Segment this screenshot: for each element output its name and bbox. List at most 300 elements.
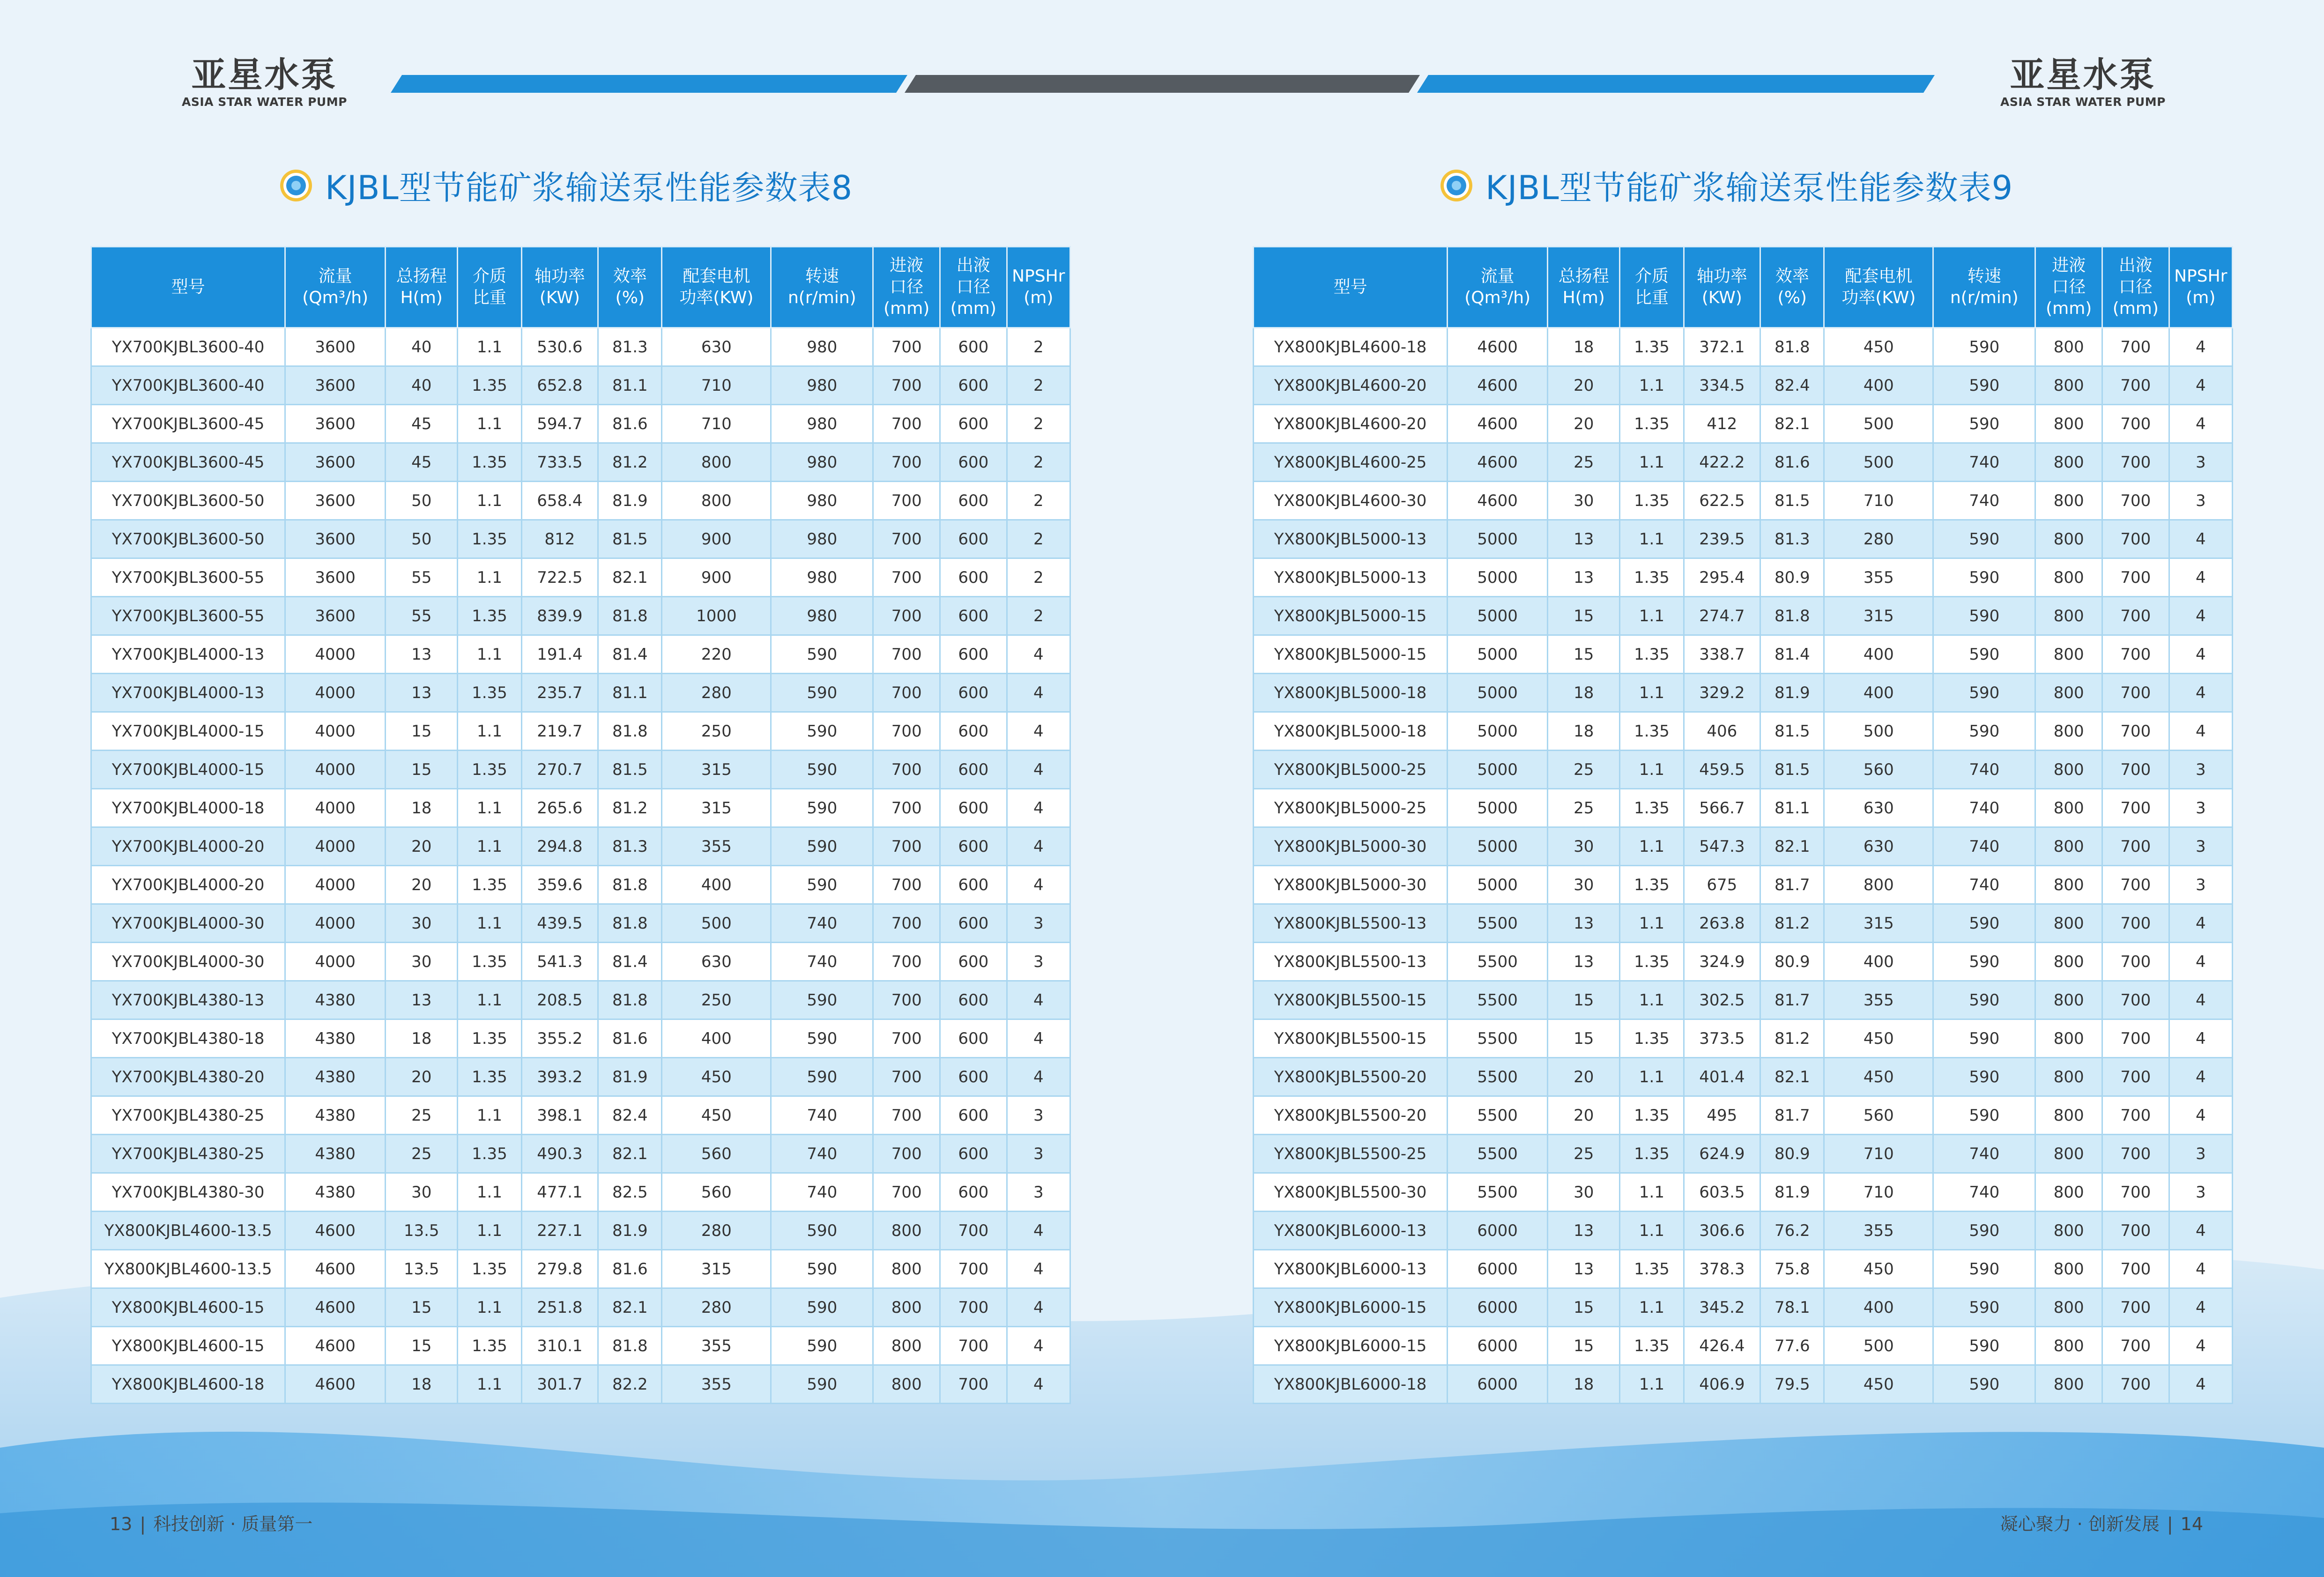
table-cell: 800 — [2035, 789, 2102, 827]
table-cell: 630 — [1824, 827, 1933, 866]
table-cell: 700 — [873, 597, 940, 635]
table-cell: 301.7 — [521, 1365, 598, 1404]
table-cell: 372.1 — [1684, 328, 1760, 366]
performance-table-8 — [90, 246, 1071, 1404]
table-cell: 740 — [1933, 789, 2035, 827]
table-cell: 1.35 — [458, 1327, 521, 1365]
table-cell: 81.6 — [598, 1250, 662, 1288]
table-cell: 530.6 — [521, 328, 598, 366]
table-cell: 400 — [1824, 366, 1933, 405]
table-cell: 81.5 — [1760, 712, 1824, 751]
table-cell: 4 — [2169, 366, 2232, 405]
table-cell: 590 — [771, 751, 873, 789]
footer-slogan: 科技创新 · 质量第一 — [153, 1514, 313, 1534]
model-cell: YX800KJBL5000-13 — [1254, 520, 1448, 558]
table-cell: 490.3 — [521, 1135, 598, 1173]
column-header — [1254, 247, 1448, 328]
table-cell: 700 — [2102, 366, 2169, 405]
table-cell: 590 — [771, 981, 873, 1019]
table-cell: 590 — [771, 1250, 873, 1288]
table-cell: 600 — [940, 1173, 1007, 1212]
column-header-line: 效率 — [613, 267, 647, 286]
table-cell: 45 — [386, 443, 458, 482]
table-cell: 450 — [1824, 328, 1933, 366]
table-cell: 710 — [1824, 482, 1933, 520]
table-cell: 400 — [1824, 943, 1933, 981]
brand-name-cn: 亚星水泵 — [2010, 55, 2156, 95]
table-cell: 400 — [1824, 674, 1933, 712]
table-cell: 566.7 — [1684, 789, 1760, 827]
table-cell: 1.35 — [458, 943, 521, 981]
table-cell: 400 — [1824, 635, 1933, 674]
column-header — [521, 247, 598, 328]
table-cell: 1.1 — [458, 558, 521, 597]
column-header-line: (mm) — [2112, 299, 2159, 318]
column-header-line: NPSHr — [1012, 267, 1065, 286]
table-cell: 1.1 — [1620, 981, 1684, 1019]
table-cell: 710 — [1824, 1173, 1933, 1212]
table-cell: 1.35 — [1620, 1135, 1684, 1173]
model-cell: YX700KJBL4000-30 — [91, 904, 285, 943]
table-cell: 800 — [2035, 366, 2102, 405]
table-cell: 82.1 — [598, 558, 662, 597]
column-header-line: 配套电机 — [1845, 267, 1913, 286]
column-header-line: 介质 — [1634, 267, 1669, 286]
table-cell: 82.1 — [598, 1135, 662, 1173]
table-cell: 1.35 — [458, 1019, 521, 1058]
table-cell: 45 — [386, 405, 458, 443]
table-cell: 700 — [2102, 1096, 2169, 1135]
table-cell: 1.35 — [458, 1058, 521, 1096]
table-cell: 700 — [873, 866, 940, 904]
table-cell: 700 — [873, 366, 940, 405]
table-cell: 700 — [2102, 1250, 2169, 1288]
table-cell: 13 — [1548, 558, 1620, 597]
table-cell: 4 — [1007, 1212, 1070, 1250]
table-cell: 15 — [1548, 981, 1620, 1019]
performance-table-9 — [1253, 246, 2233, 1404]
model-cell: YX700KJBL3600-55 — [91, 558, 285, 597]
table-cell: 80.9 — [1760, 558, 1824, 597]
table-cell: 4380 — [285, 981, 386, 1019]
table-cell: 15 — [1548, 1019, 1620, 1058]
table-cell: 700 — [2102, 635, 2169, 674]
table-row — [1254, 520, 2233, 558]
table-title-text: KJBL型节能矿浆输送泵性能参数表8 — [325, 169, 853, 207]
table-cell: 345.2 — [1684, 1288, 1760, 1327]
table-cell: 590 — [771, 674, 873, 712]
column-header-line: (mm) — [884, 299, 930, 318]
table-cell: 280 — [662, 1288, 771, 1327]
table-cell: 900 — [662, 558, 771, 597]
table-cell: 25 — [1548, 751, 1620, 789]
table-cell: 81.9 — [598, 1058, 662, 1096]
column-header-line: (mm) — [950, 299, 996, 318]
table-cell: 800 — [873, 1365, 940, 1404]
table-cell: 3 — [1007, 1096, 1070, 1135]
column-header-line: 效率 — [1775, 267, 1809, 286]
table-cell: 740 — [1933, 443, 2035, 482]
table-cell: 980 — [771, 328, 873, 366]
table-cell: 4 — [2169, 328, 2232, 366]
table-cell: 20 — [386, 1058, 458, 1096]
table-cell: 81.3 — [598, 827, 662, 866]
table-cell: 600 — [940, 1019, 1007, 1058]
table-cell: 1.1 — [1620, 1173, 1684, 1212]
table-cell: 800 — [2035, 904, 2102, 943]
table-cell: 81.5 — [598, 520, 662, 558]
table-title-right — [1440, 162, 2013, 209]
table-cell: 800 — [2035, 674, 2102, 712]
model-cell: YX700KJBL4000-20 — [91, 827, 285, 866]
table-cell: 3600 — [285, 558, 386, 597]
table-cell: 373.5 — [1684, 1019, 1760, 1058]
table-cell: 400 — [662, 1019, 771, 1058]
column-header-line: 口径 — [2052, 277, 2086, 297]
table-cell: 4 — [1007, 674, 1070, 712]
table-cell: 1.35 — [458, 674, 521, 712]
table-cell: 4600 — [1448, 443, 1548, 482]
table-cell: 1.1 — [1620, 366, 1684, 405]
table-cell: 4000 — [285, 943, 386, 981]
column-header-line: 出液 — [956, 256, 990, 275]
table-row — [91, 405, 1070, 443]
table-cell: 1.35 — [1620, 1096, 1684, 1135]
table-cell: 1.1 — [1620, 1288, 1684, 1327]
table-cell: 3 — [2169, 443, 2232, 482]
table-cell: 4000 — [285, 751, 386, 789]
table-cell: 700 — [2102, 981, 2169, 1019]
brand-name-en: ASIA STAR WATER PUMP — [182, 95, 347, 109]
table-cell: 600 — [940, 1135, 1007, 1173]
model-cell: YX800KJBL4600-13.5 — [91, 1212, 285, 1250]
table-cell: 81.4 — [598, 943, 662, 981]
table-cell: 81.5 — [598, 751, 662, 789]
table-cell: 81.2 — [1760, 1019, 1824, 1058]
table-cell: 700 — [873, 328, 940, 366]
table-cell: 800 — [2035, 827, 2102, 866]
table-cell: 590 — [1933, 674, 2035, 712]
table-cell: 4000 — [285, 712, 386, 751]
table-row — [91, 520, 1070, 558]
table-cell: 800 — [2035, 597, 2102, 635]
title-bullet-icon — [1440, 169, 1473, 202]
model-cell: YX700KJBL3600-45 — [91, 405, 285, 443]
table-cell: 3 — [1007, 1135, 1070, 1173]
table-cell: 700 — [2102, 789, 2169, 827]
column-header-line: 总扬程 — [1558, 267, 1609, 286]
table-cell: 590 — [771, 827, 873, 866]
table-cell: 800 — [2035, 1135, 2102, 1173]
stripe-gray — [905, 75, 1420, 93]
table-cell: 4 — [2169, 1365, 2232, 1404]
table-cell: 359.6 — [521, 866, 598, 904]
table-cell: 800 — [873, 1288, 940, 1327]
table-cell: 3 — [1007, 904, 1070, 943]
table-cell: 560 — [662, 1135, 771, 1173]
column-header-line: 轴功率 — [534, 267, 585, 286]
table-cell: 13 — [1548, 1250, 1620, 1288]
table-cell: 280 — [1824, 520, 1933, 558]
table-cell: 208.5 — [521, 981, 598, 1019]
table-cell: 1.35 — [458, 866, 521, 904]
table-cell: 6000 — [1448, 1288, 1548, 1327]
table-cell: 800 — [2035, 1327, 2102, 1365]
table-row — [1254, 1173, 2233, 1212]
footer-separator: | — [2167, 1514, 2173, 1534]
table-cell: 1.1 — [458, 1173, 521, 1212]
table-cell: 700 — [2102, 827, 2169, 866]
table-cell: 310.1 — [521, 1327, 598, 1365]
model-cell: YX800KJBL4600-18 — [91, 1365, 285, 1404]
table-cell: 700 — [873, 482, 940, 520]
table-cell: 800 — [2035, 405, 2102, 443]
table-cell: 355 — [1824, 558, 1933, 597]
table-cell: 81.2 — [1760, 904, 1824, 943]
table-row — [1254, 328, 2233, 366]
table-cell: 500 — [1824, 405, 1933, 443]
table-cell: 6000 — [1448, 1212, 1548, 1250]
table-cell: 315 — [662, 1250, 771, 1288]
table-cell: 624.9 — [1684, 1135, 1760, 1173]
table-cell: 800 — [2035, 1096, 2102, 1135]
table-cell: 630 — [662, 943, 771, 981]
table-cell: 700 — [873, 1096, 940, 1135]
table-cell: 3600 — [285, 482, 386, 520]
model-cell: YX800KJBL4600-25 — [1254, 443, 1448, 482]
table-cell: 1.1 — [458, 1212, 521, 1250]
table-cell: 81.5 — [1760, 482, 1824, 520]
table-row — [1254, 904, 2233, 943]
table-cell: 652.8 — [521, 366, 598, 405]
table-cell: 800 — [2035, 1212, 2102, 1250]
table-cell: 800 — [873, 1212, 940, 1250]
table-cell: 400 — [662, 866, 771, 904]
table-cell: 81.1 — [598, 366, 662, 405]
table-cell: 740 — [1933, 482, 2035, 520]
table-cell: 590 — [771, 635, 873, 674]
table-row — [1254, 712, 2233, 751]
model-cell: YX800KJBL4600-15 — [91, 1327, 285, 1365]
column-header-line: 口径 — [956, 277, 990, 297]
column-header — [386, 247, 458, 328]
table-cell: 4600 — [1448, 405, 1548, 443]
table-cell: 3 — [1007, 943, 1070, 981]
model-cell: YX700KJBL4000-15 — [91, 751, 285, 789]
table-cell: 82.1 — [1760, 827, 1824, 866]
table-cell: 81.8 — [598, 866, 662, 904]
table-row — [1254, 827, 2233, 866]
column-header-line: 出液 — [2118, 256, 2153, 275]
model-cell: YX800KJBL5000-30 — [1254, 866, 1448, 904]
table-cell: 2 — [1007, 443, 1070, 482]
model-cell: YX800KJBL5000-25 — [1254, 751, 1448, 789]
table-cell: 600 — [940, 597, 1007, 635]
table-cell: 590 — [771, 1288, 873, 1327]
model-cell: YX700KJBL4380-13 — [91, 981, 285, 1019]
table-cell: 700 — [2102, 558, 2169, 597]
model-cell: YX800KJBL5500-13 — [1254, 943, 1448, 981]
table-cell: 400 — [1824, 1288, 1933, 1327]
table-cell: 251.8 — [521, 1288, 598, 1327]
table-cell: 700 — [2102, 443, 2169, 482]
table-cell: 4600 — [1448, 328, 1548, 366]
column-header — [662, 247, 771, 328]
table-cell: 590 — [771, 712, 873, 751]
table-cell: 3600 — [285, 366, 386, 405]
table-cell: 315 — [662, 751, 771, 789]
table-row — [91, 1135, 1070, 1173]
table-cell: 1.1 — [458, 635, 521, 674]
column-header — [771, 247, 873, 328]
table-cell: 4 — [1007, 1019, 1070, 1058]
footer-right — [2000, 1510, 2203, 1535]
table-cell: 81.7 — [1760, 1096, 1824, 1135]
model-cell: YX800KJBL5000-13 — [1254, 558, 1448, 597]
table-row — [1254, 1212, 2233, 1250]
table-cell: 839.9 — [521, 597, 598, 635]
table-cell: 3 — [2169, 789, 2232, 827]
table-cell: 1.35 — [1620, 712, 1684, 751]
table-cell: 4 — [1007, 635, 1070, 674]
table-row — [1254, 443, 2233, 482]
table-cell: 800 — [2035, 943, 2102, 981]
table-cell: 40 — [386, 328, 458, 366]
column-header — [1933, 247, 2035, 328]
page-number: 13 — [110, 1514, 133, 1534]
model-cell: YX800KJBL4600-15 — [91, 1288, 285, 1327]
column-header — [285, 247, 386, 328]
table-cell: 18 — [1548, 674, 1620, 712]
table-cell: 590 — [1933, 981, 2035, 1019]
table-row — [1254, 635, 2233, 674]
table-cell: 81.1 — [598, 674, 662, 712]
table-cell: 700 — [2102, 1135, 2169, 1173]
table-cell: 450 — [662, 1096, 771, 1135]
model-cell: YX800KJBL6000-18 — [1254, 1365, 1448, 1404]
table-cell: 81.7 — [1760, 866, 1824, 904]
table-cell: 700 — [873, 1058, 940, 1096]
table-cell: 15 — [386, 751, 458, 789]
table-cell: 740 — [1933, 1173, 2035, 1212]
table-cell: 4 — [2169, 1212, 2232, 1250]
table-row — [91, 1019, 1070, 1058]
table-cell: 1.1 — [1620, 520, 1684, 558]
table-cell: 1.1 — [1620, 1365, 1684, 1404]
table-cell: 15 — [1548, 1327, 1620, 1365]
model-cell: YX800KJBL5500-20 — [1254, 1058, 1448, 1096]
table-row — [91, 1288, 1070, 1327]
table-cell: 733.5 — [521, 443, 598, 482]
model-cell: YX700KJBL4380-30 — [91, 1173, 285, 1212]
table-cell: 191.4 — [521, 635, 598, 674]
table-cell: 560 — [1824, 1096, 1933, 1135]
table-cell: 800 — [873, 1327, 940, 1365]
table-cell: 294.8 — [521, 827, 598, 866]
table-cell: 4 — [1007, 1365, 1070, 1404]
table-cell: 4000 — [285, 904, 386, 943]
table-cell: 274.7 — [1684, 597, 1760, 635]
table-cell: 334.5 — [1684, 366, 1760, 405]
table-cell: 3600 — [285, 520, 386, 558]
table-cell: 700 — [2102, 1212, 2169, 1250]
table-cell: 740 — [1933, 866, 2035, 904]
table-cell: 219.7 — [521, 712, 598, 751]
table-cell: 4 — [2169, 520, 2232, 558]
footer-left — [110, 1510, 312, 1535]
model-cell: YX700KJBL4000-15 — [91, 712, 285, 751]
table-cell: 600 — [940, 981, 1007, 1019]
table-cell: 1.1 — [458, 1096, 521, 1135]
table-cell: 495 — [1684, 1096, 1760, 1135]
table-cell: 4 — [2169, 597, 2232, 635]
table-cell: 700 — [2102, 1019, 2169, 1058]
stripe-blue-right — [1417, 75, 1935, 93]
table-cell: 5500 — [1448, 1135, 1548, 1173]
table-cell: 477.1 — [521, 1173, 598, 1212]
table-cell: 81.8 — [598, 981, 662, 1019]
table-cell: 15 — [386, 1288, 458, 1327]
table-cell: 5500 — [1448, 1019, 1548, 1058]
table-cell: 355.2 — [521, 1019, 598, 1058]
table-cell: 590 — [771, 789, 873, 827]
table-cell: 1.35 — [1620, 1250, 1684, 1288]
table-cell: 600 — [940, 712, 1007, 751]
table-cell: 412 — [1684, 405, 1760, 443]
table-row — [91, 366, 1070, 405]
table-cell: 4000 — [285, 674, 386, 712]
table-cell: 13 — [386, 635, 458, 674]
table-cell: 5000 — [1448, 751, 1548, 789]
table-cell: 250 — [662, 712, 771, 751]
table-cell: 4 — [2169, 558, 2232, 597]
table-cell: 700 — [873, 789, 940, 827]
table-cell: 4600 — [285, 1365, 386, 1404]
table-cell: 800 — [2035, 1019, 2102, 1058]
table-cell: 800 — [2035, 1288, 2102, 1327]
column-header-line: 型号 — [171, 277, 205, 297]
table-cell: 75.8 — [1760, 1250, 1824, 1288]
column-header-line: 转速 — [805, 267, 839, 286]
table-row — [91, 482, 1070, 520]
table-cell: 5500 — [1448, 1173, 1548, 1212]
table-title-left — [279, 162, 853, 209]
table-cell: 13 — [1548, 943, 1620, 981]
model-cell: YX800KJBL5500-20 — [1254, 1096, 1448, 1135]
table-row — [91, 597, 1070, 635]
table-cell: 5000 — [1448, 674, 1548, 712]
table-cell: 700 — [2102, 751, 2169, 789]
table-cell: 800 — [2035, 866, 2102, 904]
column-header — [2035, 247, 2102, 328]
model-cell: YX700KJBL4000-13 — [91, 674, 285, 712]
table-cell: 20 — [386, 827, 458, 866]
table-cell: 355 — [1824, 1212, 1933, 1250]
model-cell: YX800KJBL5500-15 — [1254, 1019, 1448, 1058]
model-cell: YX800KJBL4600-20 — [1254, 366, 1448, 405]
table-row — [1254, 597, 2233, 635]
model-cell: YX800KJBL4600-18 — [1254, 328, 1448, 366]
table-cell: 600 — [940, 943, 1007, 981]
table-cell: 1.35 — [458, 1135, 521, 1173]
table-cell: 81.7 — [1760, 981, 1824, 1019]
column-header — [940, 247, 1007, 328]
table-cell: 722.5 — [521, 558, 598, 597]
table-cell: 315 — [1824, 904, 1933, 943]
table-cell: 590 — [1933, 1288, 2035, 1327]
table-cell: 800 — [662, 482, 771, 520]
table-cell: 1.35 — [458, 1250, 521, 1288]
